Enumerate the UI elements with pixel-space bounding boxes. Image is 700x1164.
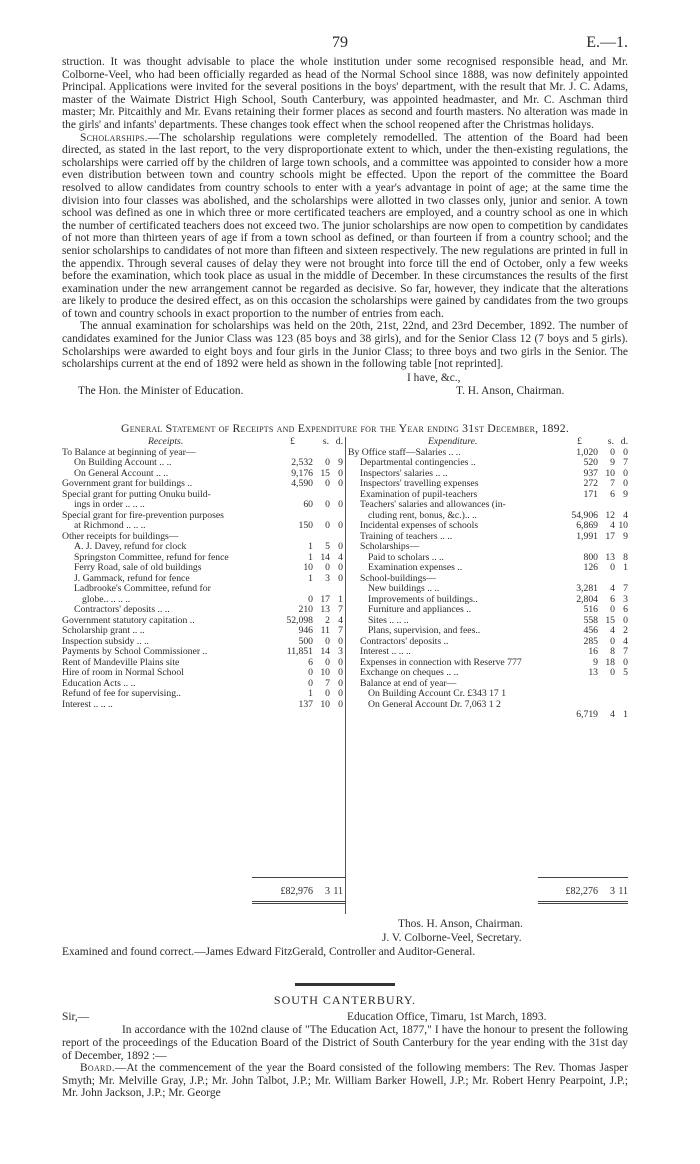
receipt-pounds: 60: [303, 499, 313, 511]
receipt-pence: 1: [338, 593, 343, 605]
expenditure-shillings: 4: [610, 709, 615, 721]
expenditure-label: Teachers' salaries and allowances (in-: [360, 500, 506, 511]
receipt-row: [62, 500, 345, 511]
receipt-label: A. J. Davey, refund for clock: [74, 542, 187, 553]
addressee: The Hon. the Minister of Education.: [78, 384, 244, 397]
expenditure-shillings: 4: [610, 520, 615, 532]
expenditure-pence: 1: [623, 562, 628, 574]
receipt-shillings: 0: [325, 562, 330, 574]
expenditure-label: School-buildings—: [360, 573, 436, 584]
receipt-shillings: 11: [320, 625, 330, 637]
expenditure-total-pence: 11: [618, 885, 628, 897]
receipt-label: Ferry Road, sale of old buildings: [74, 563, 202, 574]
receipts-total-shillings: 3: [325, 885, 330, 897]
expenditure-row: [348, 689, 628, 700]
receipt-label: Hire of room in Normal School: [62, 668, 184, 679]
expenditure-pounds: 800: [583, 551, 598, 563]
receipt-pounds: 150: [298, 520, 313, 532]
receipt-pounds: 500: [298, 635, 313, 647]
receipt-shillings: 14: [320, 551, 330, 563]
section-separator: [295, 983, 395, 986]
document-reference: E.—1.: [586, 34, 628, 51]
receipt-pounds: 0: [308, 677, 313, 689]
expenditure-shillings: 0: [610, 635, 615, 647]
receipt-shillings: 10: [320, 698, 330, 710]
receipt-pence: 0: [338, 688, 343, 700]
receipt-pounds: 2,532: [291, 457, 313, 469]
receipt-shillings: 0: [325, 478, 330, 490]
expenditure-heading: Expenditure.: [428, 435, 478, 447]
expenditure-shillings: 9: [610, 457, 615, 469]
expenditure-label: Scholarships—: [360, 542, 420, 553]
receipt-pounds: 0: [308, 667, 313, 679]
receipt-row: [62, 563, 345, 574]
expenditure-shillings: 18: [605, 656, 615, 668]
expenditure-pence: 4: [623, 635, 628, 647]
receipt-pence: 0: [338, 520, 343, 532]
expenditure-pence: 7: [623, 457, 628, 469]
receipt-row: [62, 647, 345, 658]
receipt-pence: 0: [338, 572, 343, 584]
receipt-pence: 0: [338, 499, 343, 511]
expenditure-column: [348, 437, 628, 914]
statement-signatures: [62, 918, 628, 946]
intro-paragraph-3: The annual examination for scholarships was held on the 20th, 21st, 22nd, and 23rd December, 1892. The number of candidates examined for the Junior Class was 123 (85 boys and 38 girls), and for the Senior Class 12 (7 boys and 5 girls). Scholarships were awarded to eight boys and four girls in the Junior Class; to three boys and two girls in the Senior. The scholarships current at the end of 1892 were held as shown in the following table [not reprinted].: [62, 320, 628, 371]
expenditure-shillings: 15: [605, 614, 615, 626]
expenditure-pence: 6: [623, 604, 628, 616]
receipt-pounds: 11,851: [286, 646, 313, 658]
salutation: Sir,—: [62, 1011, 90, 1024]
expenditure-pounds: 13: [588, 667, 598, 679]
expenditure-label: By Office staff—Salaries .. ..: [348, 447, 461, 458]
expenditure-pence: 0: [623, 614, 628, 626]
expenditure-pounds: 3,281: [576, 583, 598, 595]
expenditure-pounds: 6,869: [576, 520, 598, 532]
receipt-row: [62, 658, 345, 669]
expenditure-pounds: 272: [583, 478, 598, 490]
receipt-row: [62, 584, 345, 595]
expenditure-shillings: 0: [610, 562, 615, 574]
expenditure-pence: 0: [623, 656, 628, 668]
pounds-header-2: £: [577, 435, 582, 447]
expenditure-label: Incidental expenses of schools: [360, 521, 479, 532]
receipt-pounds: 1: [308, 572, 313, 584]
expenditure-label: Contractors' deposits ..: [360, 636, 449, 647]
receipt-label: Payments by School Commissioner ..: [62, 647, 208, 658]
receipt-label: Scholarship grant .. ..: [62, 626, 145, 637]
receipt-label: Springston Committee, refund for fence: [74, 552, 229, 563]
expenditure-pence: 8: [623, 551, 628, 563]
expenditure-label: New buildings .. ..: [368, 584, 440, 595]
expenditure-pence: 0: [623, 478, 628, 490]
receipt-label: Special grant for fire-prevention purposes: [62, 510, 224, 521]
receipt-pence: 7: [338, 625, 343, 637]
expenditure-row: [348, 490, 628, 501]
expenditure-pence: 0: [623, 467, 628, 479]
receipt-pence: 4: [338, 551, 343, 563]
expenditure-rows: [348, 448, 628, 721]
receipt-shillings: 0: [325, 635, 330, 647]
expenditure-label: Interest .. .. ..: [360, 647, 411, 658]
receipt-pence: 0: [338, 677, 343, 689]
expenditure-shillings: 8: [610, 646, 615, 658]
expenditure-pence: 10: [618, 520, 628, 532]
board-heading: Board.: [80, 1062, 115, 1075]
receipt-pence: 0: [338, 467, 343, 479]
expenditure-pounds: 1,991: [576, 530, 598, 542]
receipt-pence: 0: [338, 541, 343, 553]
receipt-shillings: 0: [325, 520, 330, 532]
receipt-shillings: 0: [325, 499, 330, 511]
receipt-pence: 0: [338, 698, 343, 710]
board-text: —At the commencement of the year the Board consisted of the following members: The Rev. Thomas Jasper Smyth; Mr. Melville Gray, J.P.; Mr. John Talbot, J.P.; Mr. William Barker Howell, J.P.; Mr. Robert Henry Pearpoint, J.P.; Mr. John Jackson, J.P.; Mr. George: [62, 1062, 628, 1100]
shillings-header: s.: [322, 435, 329, 447]
chairman-signature: T. H. Anson, Chairman.: [456, 384, 565, 397]
receipt-row: [62, 532, 345, 543]
receipts-total-row: [62, 887, 345, 899]
receipt-shillings: 13: [320, 604, 330, 616]
receipt-label: Inspection subsidy .. ..: [62, 636, 149, 647]
expenditure-label: On General Account Dr. 7,063 1 2: [368, 699, 501, 710]
receipts-column: [62, 437, 346, 914]
expenditure-label: Improvements of buildings..: [368, 594, 478, 605]
expenditure-total-shillings: 3: [610, 885, 615, 897]
statement-chairman: Thos. H. Anson, Chairman.: [398, 917, 523, 930]
receipt-label: On General Account .. ..: [74, 468, 169, 479]
expenditure-row: [348, 563, 628, 574]
expenditure-total-rule: [538, 877, 628, 878]
expenditure-pounds: 2,804: [576, 593, 598, 605]
expenditure-pence: 4: [623, 509, 628, 521]
expenditure-pence: 2: [623, 625, 628, 637]
receipt-label: ings in order .. .. ..: [74, 500, 145, 511]
expenditure-shillings: 7: [610, 478, 615, 490]
receipt-shillings: 2: [325, 614, 330, 626]
receipt-label: Interest .. .. ..: [62, 699, 113, 710]
expenditure-pence: 9: [623, 530, 628, 542]
shillings-header-2: s.: [607, 435, 614, 447]
receipt-pounds: 52,098: [286, 614, 313, 626]
receipts-total-double-rule: [252, 901, 345, 904]
expenditure-label: Furniture and appliances ..: [368, 605, 472, 616]
statement-table: [62, 437, 628, 914]
expenditure-label: Sites .. .. ..: [368, 615, 409, 626]
expenditure-total-pounds: £82,276: [565, 885, 598, 897]
receipt-pounds: 4,590: [291, 478, 313, 490]
expenditure-row: [348, 647, 628, 658]
receipt-label: To Balance at beginning of year—: [62, 447, 196, 458]
expenditure-shillings: 4: [610, 625, 615, 637]
expenditure-pence: 3: [623, 593, 628, 605]
closing-text: I have, &c.,: [407, 371, 461, 384]
expenditure-shillings: 4: [610, 583, 615, 595]
expenditure-pence: 5: [623, 667, 628, 679]
document-page: [62, 34, 628, 1100]
page-number: 79: [332, 34, 348, 51]
receipts-column-header: [62, 437, 345, 448]
intro-paragraph-1: struction. It was thought advisable to place the whole institution under some recognised responsible head, and Mr. Colborne-Veel, who had been officially regarded as head of the Normal School since 1888, was now definitely appointed Principal. Applications were invited for the several positions in the boys' department, with the result that Mr. J. C. Adams, master of the Waimate District High School, South Canterbury, was appointed headmaster, and Mr. C. Aschman third master; Mr. Pitcaithly and Mr. Evans retaining their former places as second and fourth masters. No alteration was made in the girls' and infants' departments. These changes took effect when the school reopened after the Christmas holidays.: [62, 56, 628, 131]
expenditure-row: [348, 658, 628, 669]
scholarships-heading: Scholarships.: [80, 131, 148, 144]
receipt-pounds: 6: [308, 656, 313, 668]
expenditure-pounds: 126: [583, 562, 598, 574]
receipt-label: J. Gammack, refund for fence: [74, 573, 190, 584]
expenditure-label: Examination expenses ..: [368, 563, 463, 574]
receipt-pence: 9: [338, 457, 343, 469]
expenditure-row: [348, 668, 628, 679]
receipt-row: [62, 679, 345, 690]
expenditure-label: On Building Account Cr. £343 17 1: [368, 689, 507, 700]
pence-header: d.: [335, 435, 343, 447]
expenditure-pounds: 558: [583, 614, 598, 626]
receipt-pounds: 946: [298, 625, 313, 637]
expenditure-pence: 7: [623, 583, 628, 595]
expenditure-pounds: 1,020: [576, 446, 598, 458]
expenditure-row: [348, 532, 628, 543]
receipt-label: Refund of fee for supervising..: [62, 689, 181, 700]
expenditure-pence: 0: [623, 446, 628, 458]
receipts-heading: Receipts.: [148, 435, 184, 447]
receipt-row: [62, 479, 345, 490]
board-paragraph: [62, 1062, 628, 1100]
receipt-pence: 0: [338, 656, 343, 668]
receipt-pounds: 1: [308, 688, 313, 700]
receipts-total-pounds: £82,976: [280, 885, 313, 897]
receipt-pounds: 1: [308, 541, 313, 553]
receipt-shillings: 3: [325, 572, 330, 584]
expenditure-total-row: [348, 887, 628, 899]
expenditure-pence: 1: [623, 709, 628, 721]
receipts-rows: [62, 448, 345, 711]
expenditure-label: Paid to scholars .. ..: [368, 552, 444, 563]
receipt-pence: 7: [338, 604, 343, 616]
expenditure-label: Examination of pupil-teachers: [360, 489, 478, 500]
expenditure-shillings: 6: [610, 488, 615, 500]
receipt-pence: 0: [338, 635, 343, 647]
receipt-row: [62, 542, 345, 553]
expenditure-label: Departmental contingencies ..: [360, 458, 476, 469]
receipt-pence: 0: [338, 667, 343, 679]
expenditure-row: [348, 679, 628, 690]
pence-header-2: d.: [620, 435, 628, 447]
expenditure-label: Balance at end of year—: [360, 678, 457, 689]
expenditure-shillings: 6: [610, 593, 615, 605]
expenditure-label: Exchange on cheques .. ..: [360, 668, 459, 679]
receipt-row: [62, 668, 345, 679]
expenditure-pounds: 520: [583, 457, 598, 469]
south-canterbury-title: SOUTH CANTERBURY.: [273, 993, 417, 1008]
receipts-total-rule: [252, 877, 345, 878]
receipt-pounds: 0: [308, 593, 313, 605]
receipt-label: Government grant for buildings ..: [62, 479, 193, 490]
expenditure-pounds: 285: [583, 635, 598, 647]
expenditure-pounds: 9: [593, 656, 598, 668]
expenditure-row: [348, 710, 628, 721]
receipt-pounds: 9,176: [291, 467, 313, 479]
auditor-line: Examined and found correct.—James Edward FitzGerald, Controller and Auditor-General.: [62, 945, 476, 958]
receipt-shillings: 0: [325, 656, 330, 668]
receipt-label: Other receipts for buildings—: [62, 531, 179, 542]
page-header: [62, 34, 628, 56]
receipt-pounds: 10: [303, 562, 313, 574]
expenditure-pounds: 171: [583, 488, 598, 500]
receipt-label: On Building Account .. ..: [74, 458, 172, 469]
expenditure-pence: 7: [623, 646, 628, 658]
sc-paragraph-1: In accordance with the 102nd clause of "The Education Act, 1877," I have the honour to present the following report of the proceedings of the Education Board of the District of South Canterbury for the year ending with the 31st day of December, 1892 :—: [62, 1024, 628, 1062]
receipt-label: Ladbrooke's Committee, refund for: [74, 584, 211, 595]
expenditure-label: Training of teachers .. ..: [360, 531, 453, 542]
expenditure-pounds: 456: [583, 625, 598, 637]
expenditure-shillings: 0: [610, 604, 615, 616]
scholarships-text: —The scholarship regulations were completely remodelled. The attention of the Board had been directed, as stated in the last report, to the very disproportionate extent to which, under the then-existing regulations, the scholarships were carried off by the children of large town schools, and a committee was appointed to consider how a more even distribution between town and country schools might be effected. Upon the report of the committee the Board resolved to allow candidates from country schools to enter with a year's advantage in point of age; at the same time the division into four classes was abolished, and the scholarships were allotted in two classes only, junior and senior. A town school was defined as one in which three or more certificated teachers are employed, and a country school as one in which the number of certificated teachers does not exceed two. The junior scholarships are now open to competition by candidates of not more than thirteen years of age if from a town school as defined, or than fourteen if from a country school; and the senior scholarships to candidates of not more than fifteen and sixteen respectively. The new regulations are printed in full in the appendix. Through several causes of delay they were not brought into force till the end of October, only a few weeks before the examination, which took place as usual in the middle of December. In these circumstances the results of the first examination under the new arrangement cannot be regarded as decisive. So far, however, they indicate that the alterations are likely to produce the desired effect, as on this occasion the scholarships were gained by candidates from the two groups of town and country schools in exact proportion to the number of entries from each.: [62, 131, 628, 320]
receipt-label: Rent of Mandeville Plains site: [62, 657, 180, 668]
pounds-header: £: [290, 435, 295, 447]
expenditure-pence: 9: [623, 488, 628, 500]
expenditure-pounds: 516: [583, 604, 598, 616]
expenditure-total-double-rule: [538, 901, 628, 904]
salutation-line: [62, 1011, 628, 1024]
expenditure-pounds: 16: [588, 646, 598, 658]
statement-title: General Statement of Receipts and Expenditure for the Year ending 31st December, 1892.: [121, 420, 569, 435]
receipt-row: [62, 521, 345, 532]
addressee-line: [62, 385, 628, 399]
receipt-shillings: 14: [320, 646, 330, 658]
closing-line: [62, 372, 628, 385]
receipt-label: Special grant for putting Onuku build-: [62, 489, 211, 500]
expenditure-shillings: 0: [610, 446, 615, 458]
receipt-row: [62, 574, 345, 585]
expenditure-shillings: 17: [605, 530, 615, 542]
receipt-shillings: 10: [320, 667, 330, 679]
receipt-pence: 0: [338, 478, 343, 490]
receipt-pounds: 137: [298, 698, 313, 710]
expenditure-pounds: 54,906: [571, 509, 598, 521]
receipt-pounds: 1: [308, 551, 313, 563]
receipt-pounds: 210: [298, 604, 313, 616]
expenditure-row: [348, 637, 628, 648]
expenditure-label: Plans, supervision, and fees..: [368, 626, 481, 637]
receipt-label: Government statutory capitation ..: [62, 615, 195, 626]
receipt-shillings: 5: [325, 541, 330, 553]
office-date: Education Office, Timaru, 1st March, 1893.: [347, 1011, 547, 1024]
receipts-total-pence: 11: [333, 885, 343, 897]
expenditure-pounds: 6,719: [576, 709, 598, 721]
expenditure-shillings: 10: [605, 467, 615, 479]
expenditure-label: Inspectors' salaries .. ..: [360, 468, 448, 479]
receipt-pence: 4: [338, 614, 343, 626]
scholarships-paragraph: [62, 132, 628, 321]
expenditure-label: Expenses in connection with Reserve 777: [360, 657, 522, 668]
expenditure-shillings: 12: [605, 509, 615, 521]
receipt-label: at Richmond .. .. ..: [74, 521, 146, 532]
expenditure-pounds: 937: [583, 467, 598, 479]
expenditure-shillings: 13: [605, 551, 615, 563]
receipt-label: Contractors' deposits .. ..: [74, 605, 170, 616]
statement-secretary: J. V. Colborne-Veel, Secretary.: [382, 931, 522, 944]
expenditure-label: cluding rent, bonus, &c.).. ..: [368, 510, 477, 521]
receipt-shillings: 0: [325, 688, 330, 700]
receipt-shillings: 15: [320, 467, 330, 479]
receipt-shillings: 0: [325, 457, 330, 469]
expenditure-label: Inspectors' travelling expenses: [360, 479, 479, 490]
receipt-label: Education Acts .. ..: [62, 678, 136, 689]
receipt-row: [62, 700, 345, 711]
receipt-shillings: 17: [320, 593, 330, 605]
expenditure-shillings: 0: [610, 667, 615, 679]
receipt-label: globe.. .. .. ..: [82, 594, 131, 605]
receipt-shillings: 7: [325, 677, 330, 689]
receipt-pence: 3: [338, 646, 343, 658]
receipt-pence: 0: [338, 562, 343, 574]
